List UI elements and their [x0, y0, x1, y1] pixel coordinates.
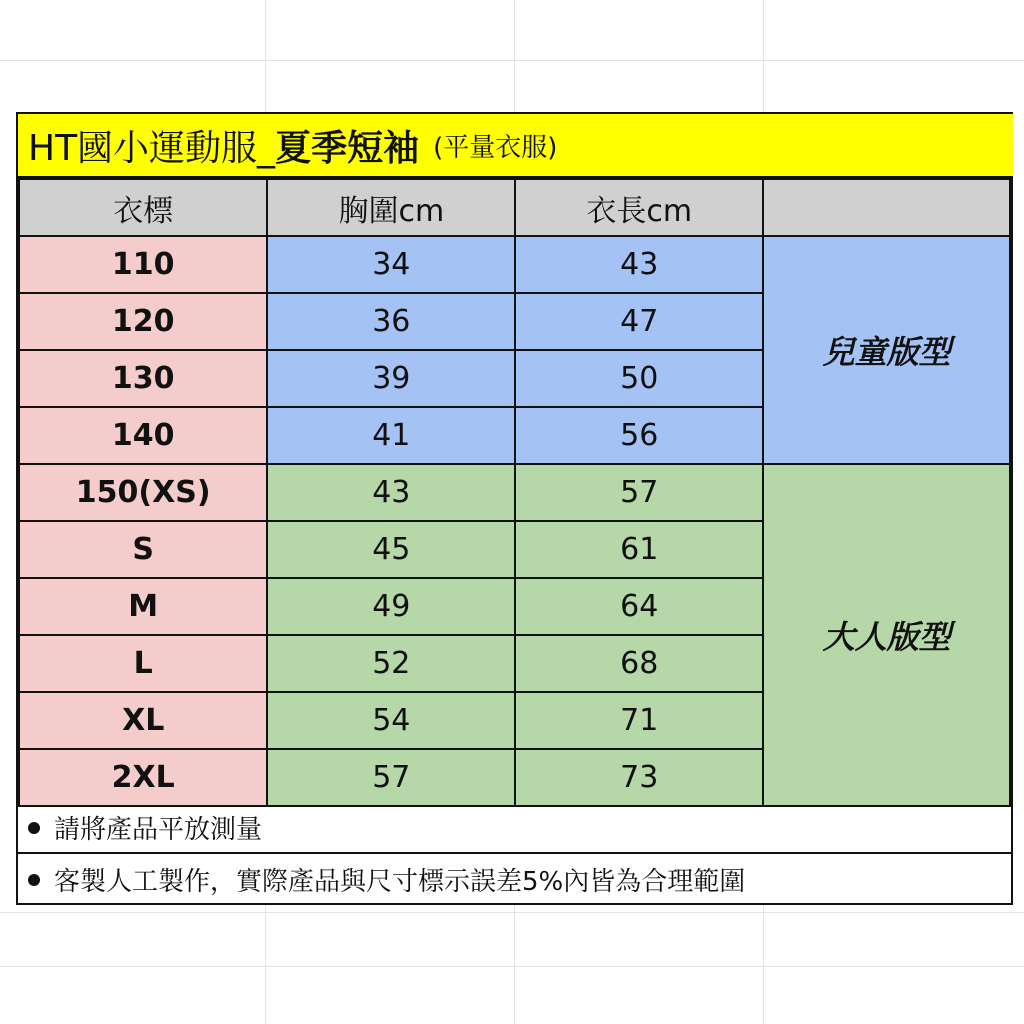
length-cell[interactable]: 56 [515, 407, 763, 464]
size-label[interactable]: 130 [19, 350, 267, 407]
bullet-icon [28, 822, 40, 834]
note-text: 請將產品平放測量 [54, 815, 263, 845]
size-label[interactable]: M [19, 578, 267, 635]
title-row[interactable] [18, 114, 1013, 178]
length-cell[interactable]: 64 [515, 578, 763, 635]
table-row [19, 236, 1010, 293]
size-label[interactable]: 120 [19, 293, 267, 350]
chest-cell[interactable]: 34 [267, 236, 515, 293]
size-table [18, 178, 1011, 807]
header-tag[interactable]: 衣標 [19, 179, 267, 236]
bullet-icon [28, 874, 40, 886]
size-chart [16, 112, 1013, 905]
table-row [19, 464, 1010, 521]
length-cell[interactable]: 68 [515, 635, 763, 692]
header-row [19, 179, 1010, 236]
gridline [0, 912, 1024, 913]
chest-cell[interactable]: 36 [267, 293, 515, 350]
note-text: 客製人工製作，實際產品與尺寸標示誤差5%內皆為合理範圍 [54, 867, 746, 897]
title-bold: 夏季短袖 [275, 127, 420, 169]
header-empty[interactable] [763, 179, 1010, 236]
length-cell[interactable]: 43 [515, 236, 763, 293]
chest-cell[interactable]: 41 [267, 407, 515, 464]
note-row[interactable] [18, 803, 1013, 854]
chest-cell[interactable]: 52 [267, 635, 515, 692]
group-kids[interactable]: 兒童版型 [763, 236, 1010, 464]
length-cell[interactable]: 47 [515, 293, 763, 350]
length-cell[interactable]: 50 [515, 350, 763, 407]
size-label[interactable]: L [19, 635, 267, 692]
header-length[interactable]: 衣長cm [515, 179, 763, 236]
note-row[interactable] [18, 854, 1013, 905]
gridline [0, 966, 1024, 967]
chest-cell[interactable]: 39 [267, 350, 515, 407]
header-chest[interactable]: 胸圍cm [267, 179, 515, 236]
title-prefix: HT國小運動服_ [28, 127, 276, 169]
chest-cell[interactable]: 49 [267, 578, 515, 635]
gridline [0, 60, 1024, 61]
chest-cell[interactable]: 57 [267, 749, 515, 806]
size-label[interactable]: 2XL [19, 749, 267, 806]
size-label[interactable]: 150(XS) [19, 464, 267, 521]
length-cell[interactable]: 73 [515, 749, 763, 806]
chest-cell[interactable]: 43 [267, 464, 515, 521]
size-label[interactable]: 140 [19, 407, 267, 464]
title-note: (平量衣服) [433, 132, 558, 163]
size-label[interactable]: 110 [19, 236, 267, 293]
chest-cell[interactable]: 54 [267, 692, 515, 749]
group-adult[interactable]: 大人版型 [763, 464, 1010, 806]
chest-cell[interactable]: 45 [267, 521, 515, 578]
size-label[interactable]: XL [19, 692, 267, 749]
length-cell[interactable]: 61 [515, 521, 763, 578]
length-cell[interactable]: 71 [515, 692, 763, 749]
size-label[interactable]: S [19, 521, 267, 578]
length-cell[interactable]: 57 [515, 464, 763, 521]
